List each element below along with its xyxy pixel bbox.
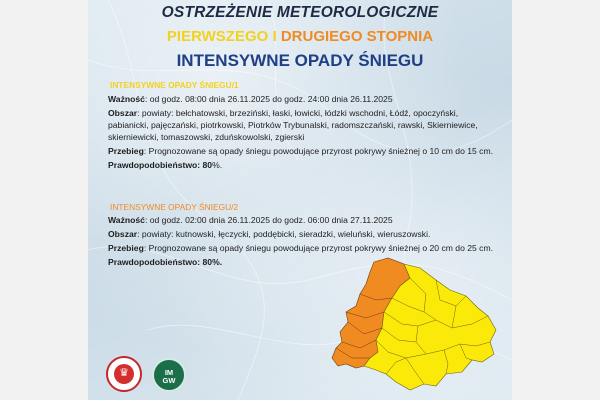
imgw-text-bottom: GW: [162, 376, 176, 385]
warning-card: [88, 0, 512, 400]
area-text: : powiaty: bełchatowski, brzeziński, łaski, łowicki, łódzki wschodni, Łódź, opoczyński, pabianicki, pajęczański, piotrkowski, Piotrków Trybunalski, radomszczański, rawski, Skierniewice, skierniewicki, tomaszowski, zduńskowolski, zgierski: [108, 108, 478, 142]
warning1-title: INTENSYWNE OPADY ŚNIEGU/1: [110, 80, 239, 90]
validity-label: Ważność: [108, 215, 145, 225]
page-title: OSTRZEŻENIE METEOROLOGICZNE: [161, 4, 439, 21]
probability-label: Prawdopodobieństwo: 80: [108, 160, 213, 170]
validity-text: : od godz. 08:00 dnia 26.11.2025 do godz. 24:00 dnia 26.11.2025: [144, 94, 393, 104]
degree-second: DRUGIEGO STOPNIA: [280, 28, 434, 45]
warning2-title: INTENSYWNE OPADY ŚNIEGU/2: [110, 202, 239, 212]
course-text: : Prognozowane są opady śniegu powodujące przyrost pokrywy śnieżnej o 10 cm do 15 cm.: [143, 146, 494, 156]
probability-suffix: %.: [212, 160, 223, 170]
course-text: : Prognozowane są opady śniegu powodujące przyrost pokrywy śnieżnej o 20 cm do 25 cm.: [143, 243, 494, 253]
course-label: Przebieg: [108, 146, 144, 156]
area-text: : powiaty: kutnowski, łęczycki, poddębicki, sieradzki, wieluński, wieruszowski.: [137, 229, 431, 239]
imgw-logo: [152, 358, 186, 392]
poland-emblem-logo: [106, 356, 142, 392]
eagle-icon: ♛: [119, 367, 129, 379]
course-label: Przebieg: [108, 243, 144, 253]
probability-label: Prawdopodobieństwo: [108, 257, 198, 267]
warning-degree: [88, 28, 512, 45]
warning-subtitle: INTENSYWNE OPADY ŚNIEGU: [176, 51, 424, 70]
validity-text: : od godz. 02:00 dnia 26.11.2025 do godz. 06:00 dnia 27.11.2025: [144, 215, 393, 225]
area-label: Obszar: [108, 108, 138, 118]
validity-label: Ważność: [108, 94, 145, 104]
warning1-details: [108, 93, 498, 173]
region-map: [326, 254, 506, 394]
area-label: Obszar: [108, 229, 138, 239]
degree-first: PIERWSZEGO I: [166, 28, 277, 45]
probability-value: : 80%.: [197, 257, 223, 267]
imgw-text-top: IM: [164, 368, 174, 377]
